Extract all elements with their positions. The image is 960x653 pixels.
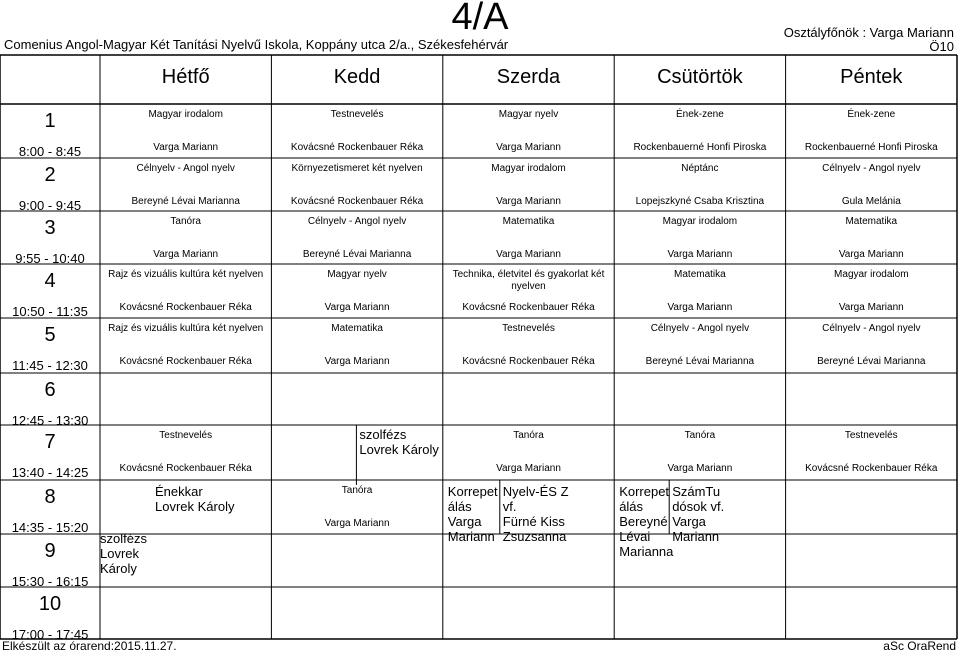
lesson-teacher: Lovrek Károly (359, 442, 439, 457)
class-title: 4/A (451, 0, 509, 38)
lesson-cell (445, 320, 612, 370)
lesson-teacher: Bereyné Lévai Marianna (131, 195, 240, 207)
period-number: 8 (44, 486, 56, 508)
lesson-cell (788, 427, 955, 477)
lesson-teacher: Kovácsné Rockenbauer Réka (119, 355, 252, 367)
lesson-teacher: Kovácsné Rockenbauer Réka (290, 195, 424, 207)
period-number: 9 (44, 540, 56, 562)
lesson-teacher: Varga Mariann (153, 248, 219, 260)
lesson-subject: Magyar irodalom (662, 216, 738, 227)
school-name: Comenius Angol-Magyar Két Tanítási Nyelvű Iskola, Koppány utca 2/a., Székesfehérvár (4, 37, 509, 52)
lesson-teacher: Varga Mariann (153, 141, 219, 153)
lesson-subject: Magyar irodalom (834, 269, 909, 280)
footer-software: aSc OraRend (883, 639, 956, 653)
lesson-teacher: Lovrek Károly (155, 499, 235, 514)
lesson-cell (616, 106, 783, 156)
period-number: 7 (44, 431, 56, 453)
lesson-subject: SzámTu dósok vf. (672, 484, 725, 514)
lesson-subject: Környezetismeret két nyelven (291, 163, 423, 174)
lesson-teacher: Kovácsné Rockenbauer Réka (290, 141, 424, 153)
period-time: 17:00 - 17:45 (11, 627, 89, 642)
period-time: 10:50 - 11:35 (12, 304, 88, 319)
lesson-subject: Matematika (674, 269, 726, 280)
day-header: Hétfő (161, 66, 210, 88)
lesson-subject: Tanóra (513, 430, 544, 441)
day-header: Kedd (333, 66, 381, 88)
lesson-teacher: Bereyné Lévai Marianna (619, 514, 674, 559)
period-number: 1 (44, 110, 56, 132)
lesson-subject: Tanóra (170, 216, 201, 227)
lesson-teacher: Varga Mariann (324, 301, 390, 313)
lesson-cell (273, 160, 440, 210)
lesson-cell (102, 106, 269, 156)
lesson-subject: Testnevelés (502, 323, 555, 334)
lesson-teacher: Lovrek Károly (100, 546, 140, 576)
period-time: 9:55 - 10:40 (15, 251, 85, 266)
lesson-cell (102, 213, 269, 263)
lesson-subject: Ének-zene (847, 109, 896, 120)
lesson-cell (273, 266, 440, 316)
lesson-cell (788, 266, 955, 316)
lesson-subject: Matematika (502, 216, 555, 227)
period-number: 4 (44, 270, 56, 292)
lesson-teacher: Varga Mariann (667, 248, 733, 260)
lesson-teacher: Varga Mariann (838, 301, 904, 313)
lesson-teacher: Gula Melánia (841, 195, 901, 207)
lesson-cell (102, 266, 269, 316)
period-number: 6 (44, 379, 56, 401)
lesson-subject: szolfézs (359, 427, 407, 442)
period-number: 3 (44, 217, 56, 239)
period-time: 12:45 - 13:30 (11, 413, 89, 428)
lesson-subject: Magyar irodalom (148, 109, 223, 120)
lesson-subject: Testnevelés (844, 430, 898, 441)
lesson-cell (502, 482, 583, 544)
lesson-cell (672, 482, 732, 544)
lesson-cell (102, 427, 269, 477)
lesson-subject: Korrepet álás (619, 484, 670, 514)
period-time: 15:30 - 16:15 (11, 574, 89, 589)
lesson-subject: Néptánc (681, 163, 719, 174)
lesson-cell (616, 266, 783, 316)
lesson-subject: Matematika (331, 323, 383, 334)
period-time: 13:40 - 14:25 (11, 465, 89, 480)
lesson-cell (273, 213, 440, 263)
lesson-subject: Célnyelv - Angol nyelv (822, 163, 921, 174)
lesson-subject: Magyar irodalom (491, 163, 566, 174)
lesson-subject: Célnyelv - Angol nyelv (136, 163, 235, 174)
lesson-teacher: Varga Mariann (447, 514, 495, 544)
lesson-teacher: Fürné Kiss Zsuzsanna (502, 514, 567, 544)
lesson-cell (616, 160, 783, 210)
lesson-cell (102, 320, 269, 370)
period-number: 10 (38, 593, 62, 615)
lesson-subject: Matematika (845, 216, 898, 227)
lesson-teacher: Bereyné Lévai Marianna (302, 248, 412, 260)
lesson-subject: Énekkar (155, 484, 203, 499)
lesson-subject: Rajz és vizuális kultúra két nyelven (108, 269, 264, 280)
lesson-teacher: Kovácsné Rockenbauer Réka (462, 355, 595, 367)
room-label: Ö10 (929, 39, 954, 54)
lesson-teacher: Rockenbauerné Honfi Piroska (633, 141, 767, 153)
lesson-cell (788, 320, 955, 370)
lesson-teacher: Bereyné Lévai Marianna (817, 355, 926, 367)
lesson-cell (447, 482, 500, 544)
lesson-teacher: Varga Mariann (496, 195, 561, 207)
lesson-subject: Nyelv-ÉS Z vf. (502, 484, 569, 514)
lesson-teacher: Kovácsné Rockenbauer Réka (119, 462, 252, 474)
lesson-cell (616, 427, 783, 477)
lesson-teacher: Varga Mariann (672, 514, 720, 544)
lesson-cell (616, 320, 783, 370)
lesson-subject: szolfézs (100, 531, 147, 546)
lesson-cell (619, 482, 674, 559)
footer-generated: Elkészült az órarend:2015.11.27. (2, 639, 177, 653)
lesson-teacher: Varga Mariann (838, 248, 904, 260)
lesson-cell (445, 427, 612, 477)
lesson-cell (616, 213, 783, 263)
lesson-subject: Tanóra (341, 485, 373, 496)
lesson-subject: Magyar nyelv (498, 109, 559, 120)
lesson-cell (445, 213, 612, 263)
lesson-teacher: Varga Mariann (324, 355, 390, 367)
lesson-teacher: Varga Mariann (496, 141, 561, 153)
lesson-teacher: Kovácsné Rockenbauer Réka (462, 301, 595, 313)
lesson-subject: Korrepet álás (447, 484, 498, 514)
lesson-subject: Ének-zene (675, 109, 724, 120)
lesson-cell (788, 160, 955, 210)
period-number: 2 (44, 164, 56, 186)
lesson-cell (788, 106, 955, 156)
lesson-teacher: Varga Mariann (324, 517, 390, 529)
lesson-teacher: Lopejszkyné Csaba Krisztina (635, 195, 765, 207)
lesson-cell (155, 482, 266, 536)
day-header: Szerda (496, 66, 561, 88)
lesson-cell (102, 160, 269, 210)
period-number: 5 (44, 324, 56, 346)
lesson-cell (445, 160, 612, 210)
lesson-subject: Technika, életvitel és gyakorlat két nyelven (452, 269, 605, 292)
lesson-cell (788, 213, 955, 263)
period-time: 9:00 - 9:45 (18, 198, 82, 213)
lesson-cell (100, 529, 160, 583)
lesson-subject: Célnyelv - Angol nyelv (822, 323, 921, 334)
lesson-subject: Célnyelv - Angol nyelv (307, 216, 407, 227)
lesson-subject: Rajz és vizuális kultúra két nyelven (108, 323, 264, 334)
lesson-teacher: Varga Mariann (667, 462, 733, 474)
period-time: 14:35 - 15:20 (11, 520, 89, 535)
lesson-cell (359, 425, 440, 484)
head-teacher: Osztályfőnök : Varga Mariann (783, 25, 954, 40)
period-time: 8:00 - 8:45 (18, 144, 82, 159)
period-time: 11:45 - 12:30 (12, 358, 88, 373)
day-header: Péntek (840, 66, 903, 88)
lesson-teacher: Bereyné Lévai Marianna (645, 355, 755, 367)
lesson-teacher: Varga Mariann (496, 248, 561, 260)
lesson-cell (445, 266, 612, 316)
lesson-subject: Testnevelés (330, 109, 384, 120)
lesson-cell (273, 106, 440, 156)
lesson-teacher: Varga Mariann (667, 301, 733, 313)
lesson-cell (273, 320, 440, 370)
lesson-teacher: Varga Mariann (496, 462, 561, 474)
lesson-teacher: Rockenbauerné Honfi Piroska (804, 141, 938, 153)
lesson-subject: Testnevelés (159, 430, 213, 441)
lesson-cell (445, 106, 612, 156)
lesson-teacher: Kovácsné Rockenbauer Réka (805, 462, 938, 474)
lesson-subject: Célnyelv - Angol nyelv (650, 323, 750, 334)
lesson-subject: Tanóra (684, 430, 716, 441)
lesson-cell (273, 482, 440, 532)
lesson-teacher: Kovácsné Rockenbauer Réka (119, 301, 252, 313)
lesson-subject: Magyar nyelv (327, 269, 387, 280)
day-header: Csütörtök (657, 66, 743, 88)
